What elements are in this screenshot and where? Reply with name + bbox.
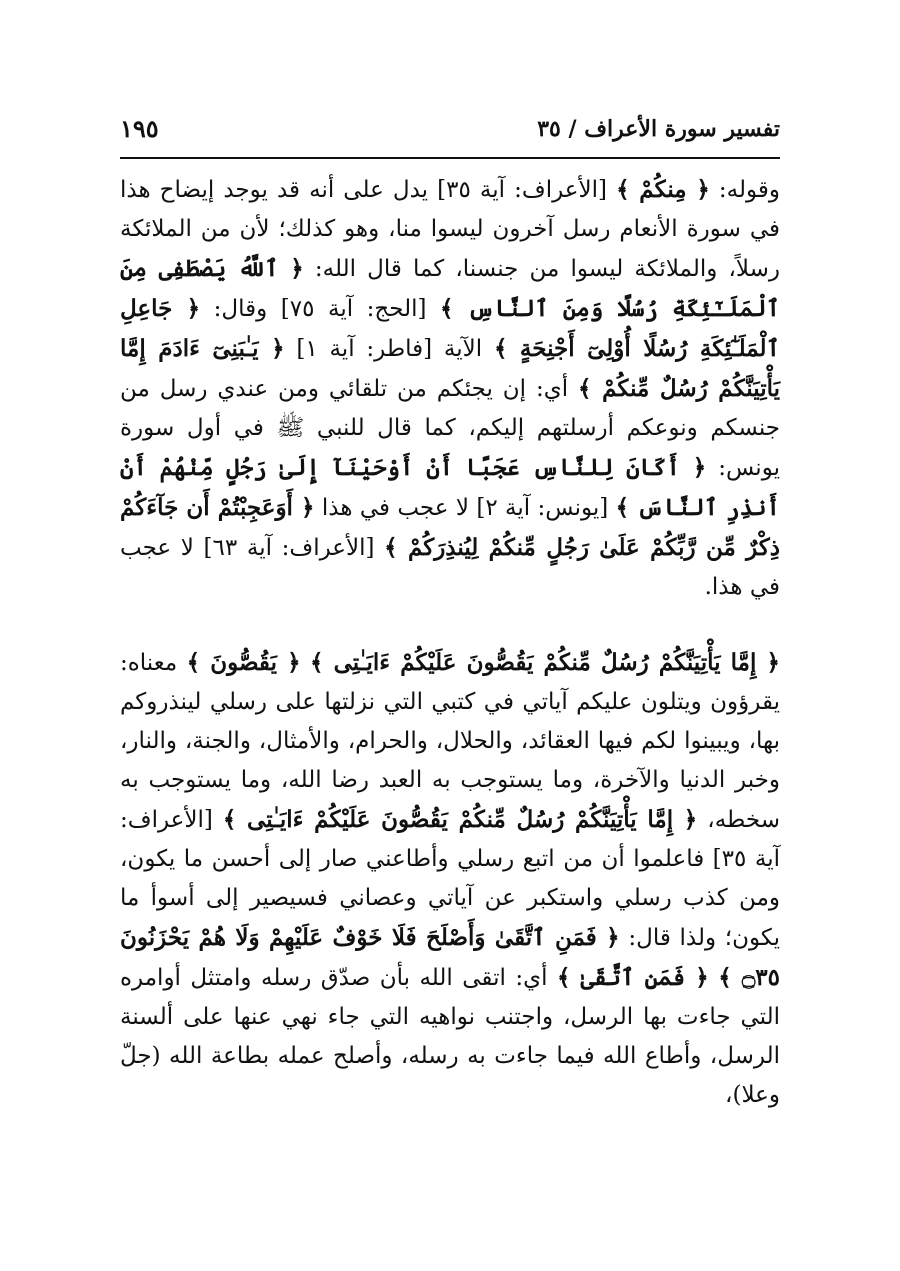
quran-quote: ﴿ فَمَنِ ٱتَّقَىٰ ﴾ — [556, 964, 709, 991]
commentary-text: أي: إن يجئكم من تلقائي ومن عندي رسل من جنسكم ونوعكم أرسلتهم إليكم، كما قال للنبي ﷺ في أول سورة يونس: — [120, 376, 780, 481]
header-divider — [120, 157, 780, 159]
quran-quote: ﴿ يَقُصُّونَ ﴾ — [186, 649, 301, 676]
commentary-text: الآية [فاطر: آية ١] — [284, 336, 494, 362]
quran-quote: ﴿ جَاعِلِ ٱلْمَلَـٰٓئِكَةِ رُسُلًا أُوْلِىٓ أَجْنِحَةٍ ﴾ — [120, 295, 780, 362]
commentary-text: [الحج: آية ٧٥] وقال: — [200, 296, 441, 322]
quran-quote: ﴿ أَوَعَجِبْتُمْ أَن جَآءَكُمْ ذِكْرٌ مِّن رَّبِّكُمْ عَلَىٰ رَجُلٍ مِّنكُمْ لِيُنذِرَكُمْ ﴾ — [120, 494, 780, 561]
quran-quote: ﴿ فَمَنِ ٱتَّقَىٰ وَأَصْلَحَ فَلَا خَوْفٌ عَلَيْهِمْ وَلَا هُمْ يَحْزَنُونَ ۝٣٥ ﴾ — [120, 924, 781, 991]
quran-quote: ﴿ مِنكُمْ ﴾ — [616, 176, 710, 203]
quran-quote: ﴿ ٱللَّهُ يَصْطَفِى مِنَ ٱلْمَلَـٰٓئِكَةِ رُسُلًا وَمِنَ ٱلنَّاسِ ﴾ — [120, 255, 780, 322]
running-title: تفسير سورة الأعراف / ٣٥ — [537, 116, 780, 142]
commentary-text: وقوله: — [709, 177, 780, 203]
quran-quote: ﴿ يَـٰبَنِىٓ ءَادَمَ إِمَّا يَأْتِيَنَّكُمْ رُسُلٌ مِّنكُمْ ﴾ — [120, 335, 781, 402]
commentary-text: [الأعراف: آية ٣٥] فاعلموا أن من اتبع رسلي وأطاعني صار إلى أحسن ما يكون، ومن كذب رسلي واستكبر عن آياتي وعصاني فسيصير إلى أسوأ ما يكون؛ ولذا قال: — [120, 807, 781, 951]
paragraph-2 — [120, 643, 780, 1115]
commentary-text — [301, 650, 310, 676]
paragraph-1 — [120, 170, 780, 607]
commentary-text: [يونس: آية ٢] لا عجب في هذا — [314, 495, 616, 521]
commentary-text — [709, 965, 718, 991]
commentary-text: [الأعراف: آية ٦٣] لا عجب في هذا. — [120, 535, 780, 600]
commentary-text: معناه: يقرؤون ويتلون عليكم آياتي في كتبي التي نزلتها على رسلي لينذروكم بها، ويبينوا لكم فيها العقائد، والحلال، والحرام، والأمثال، والجنة، والنار، وخبر الدنيا والآخرة، وما يستوجب به العبد رضا الله، وما يستوجب به سخطه، — [120, 650, 781, 833]
commentary-text: أي: اتقى الله بأن صدّق رسله وامتثل أوامره التي جاءت بها الرسل، واجتنب نواهيه التي جاء نهي عنها على ألسنة الرسل، وأطاع الله فيما جاءت به رسله، وأصلح عمله بطاعة الله (جلّ وعلا)، — [120, 965, 780, 1108]
quran-quote: ﴿ أَكَانَ لِلنَّاسِ عَجَبًا أَنْ أَوْحَيْنَآ إِلَىٰ رَجُلٍ مِّنْهُمْ أَنْ أَنذِرِ ٱلنَّاسَ ﴾ — [120, 454, 781, 521]
quran-quote: ﴿ إِمَّا يَأْتِيَنَّكُمْ رُسُلٌ مِّنكُمْ يَقُصُّونَ عَلَيْكُمْ ءَايَـٰتِى ﴾ — [310, 649, 780, 676]
body-text — [120, 170, 780, 1115]
quran-quote: ﴿ إِمَّا يَأْتِيَنَّكُمْ رُسُلٌ مِّنكُمْ يَقُصُّونَ عَلَيْكُمْ ءَايَـٰتِى ﴾ — [222, 806, 698, 833]
page-header — [120, 112, 780, 152]
page-number: ١٩٥ — [120, 114, 159, 143]
commentary-text: [الأعراف: آية ٣٥] يدل على أنه قد يوجد إيضاح هذا في سورة الأنعام رسل آخرون ليسوا منا، وهو كذلك؛ لأن من الملائكة رسلاً، والملائكة ليسوا من جنسنا، كما قال الله: — [120, 177, 781, 282]
